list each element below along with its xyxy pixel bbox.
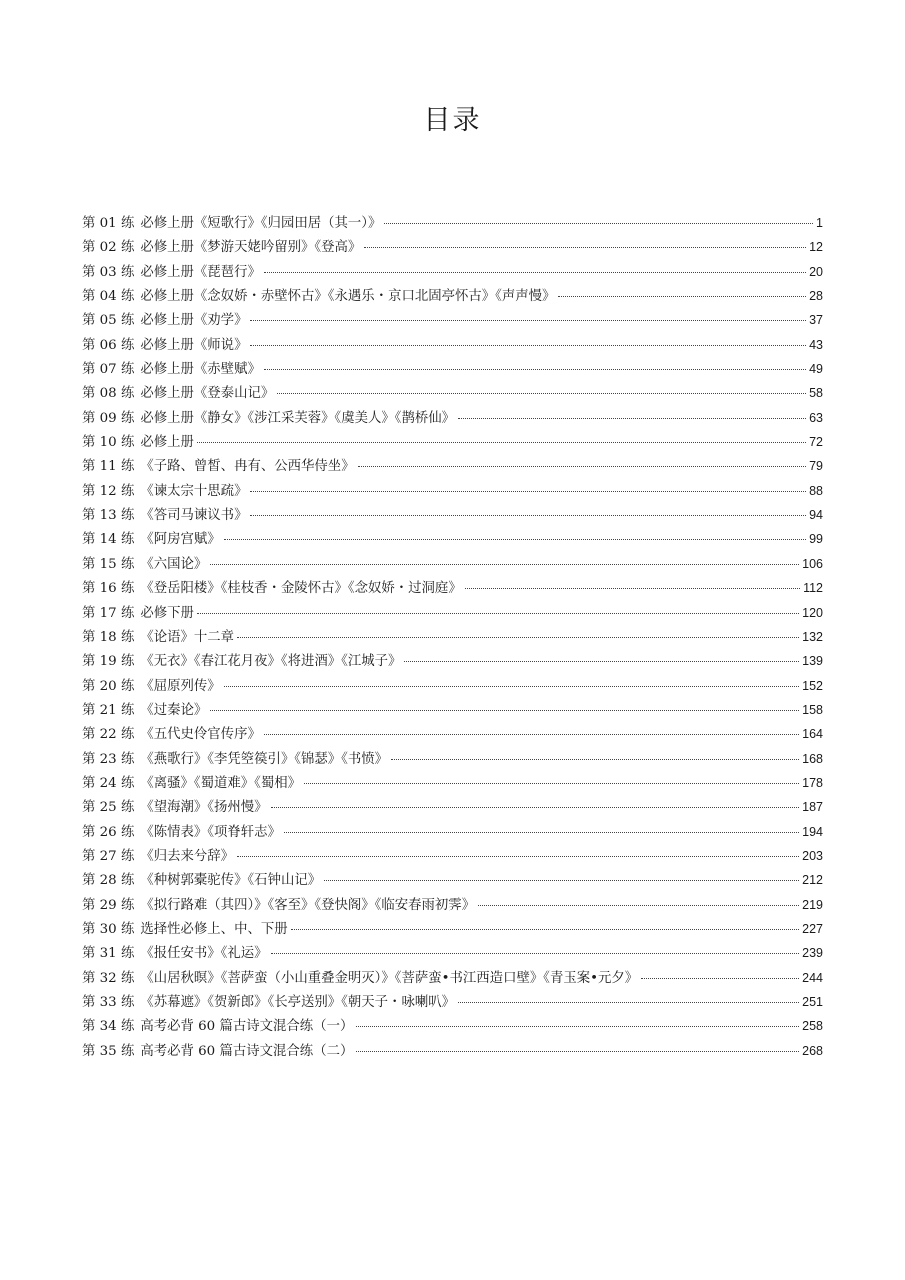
toc-entry-title: [82, 869, 321, 893]
toc-entry-page-number: 187: [802, 800, 823, 815]
toc-entry-number: 第 20 练: [82, 678, 135, 694]
toc-entry-page-number: 79: [809, 459, 823, 474]
toc-entry-page-number: 194: [802, 824, 823, 839]
toc-entry-title: [82, 1040, 353, 1064]
dot-leader: [384, 223, 813, 224]
toc-entry-page-number: 244: [802, 970, 823, 985]
toc-entry-title: [82, 212, 381, 236]
toc-entry[interactable]: [82, 211, 823, 235]
toc-entry-label: 《离骚》《蜀道难》《蜀相》: [140, 775, 302, 791]
toc-entry[interactable]: [82, 479, 823, 503]
toc-entry-label: 必修上册《短歌行》《归园田居（其一）》: [140, 216, 382, 231]
toc-entry-number: 第 03 练: [82, 264, 135, 280]
toc-entry-label: 必修上册《梦游天姥吟留别》《登高》: [140, 240, 362, 256]
toc-entry-page-number: 219: [802, 897, 823, 912]
toc-entry-page-number: 227: [802, 921, 823, 936]
toc-entry-page-number: 164: [802, 727, 823, 742]
toc-entry[interactable]: [82, 454, 823, 478]
toc-entry-number: 第 19 练: [82, 654, 135, 670]
dot-leader: [210, 564, 799, 565]
toc-entry[interactable]: [82, 844, 823, 868]
toc-entry-number: 第 01 练: [82, 216, 135, 231]
dot-leader: [478, 905, 799, 906]
toc-entry-label: 高考必背 60 篇古诗文混合练（一）: [140, 1019, 354, 1035]
toc-entry[interactable]: [82, 698, 823, 722]
toc-entry[interactable]: [82, 430, 823, 454]
dot-leader: [304, 783, 799, 784]
toc-entry-title: [82, 407, 455, 431]
toc-entry-title: [82, 748, 388, 772]
toc-entry-title: [82, 918, 288, 942]
toc-entry-number: 第 27 练: [82, 848, 135, 864]
toc-entry-page-number: 132: [802, 629, 823, 644]
dot-leader: [404, 661, 799, 662]
toc-entry-title: [82, 236, 361, 260]
toc-entry-label: 《答司马谏议书》: [140, 508, 248, 524]
toc-entry-page-number: 212: [802, 873, 823, 888]
toc-entry-title: [82, 285, 555, 309]
toc-entry-page-number: 20: [809, 264, 823, 279]
toc-entry[interactable]: [82, 893, 823, 917]
toc-entry-number: 第 16 练: [82, 581, 135, 597]
dot-leader: [364, 247, 806, 248]
toc-entry-page-number: 88: [809, 483, 823, 498]
dot-leader: [356, 1026, 799, 1027]
toc-entry-label: 《望海潮》《扬州慢》: [140, 800, 268, 816]
toc-entry-title: [82, 261, 261, 285]
toc-entry-label: 《阿房宫赋》: [140, 532, 221, 548]
toc-entry-page-number: 28: [809, 289, 823, 304]
toc-entry-page-number: 158: [802, 702, 823, 717]
toc-entry-number: 第 32 练: [82, 970, 135, 986]
toc-entry-title: [82, 699, 207, 723]
toc-entry-page-number: 1: [816, 216, 823, 230]
dot-leader: [458, 418, 806, 419]
toc-entry-number: 第 29 练: [82, 897, 135, 913]
dot-leader: [250, 515, 806, 516]
toc-entry[interactable]: [82, 1039, 823, 1063]
toc-entry-page-number: 239: [802, 946, 823, 961]
toc-entry-title: [82, 334, 247, 358]
toc-entry[interactable]: [82, 795, 823, 819]
dot-leader: [264, 272, 806, 273]
toc-entry-label: 《谏太宗十思疏》: [140, 483, 248, 499]
dot-leader: [224, 686, 799, 687]
toc-entry-title: [82, 455, 355, 479]
toc-entry-title: [82, 480, 247, 504]
toc-entry-number: 第 22 练: [82, 727, 135, 743]
toc-entry-page-number: 139: [802, 654, 823, 669]
toc-entry-label: 必修上册《劝学》: [140, 313, 248, 329]
toc-entry-page-number: 63: [809, 410, 823, 425]
toc-entry-title: [82, 431, 194, 455]
dot-leader: [264, 369, 806, 370]
toc-entry-label: 必修上册《登泰山记》: [140, 386, 275, 402]
toc-entry-title: [82, 894, 475, 918]
toc-entry-label: 《陈情表》《项脊轩志》: [140, 824, 281, 840]
toc-entry-number: 第 02 练: [82, 240, 135, 256]
dot-leader: [250, 345, 806, 346]
toc-entry-title: [82, 723, 261, 747]
toc-entry[interactable]: [82, 381, 823, 405]
toc-entry-page-number: 49: [809, 362, 823, 377]
toc-entry[interactable]: [82, 284, 823, 308]
toc-entry-label: 《过秦论》: [140, 702, 208, 718]
toc-entry[interactable]: [82, 406, 823, 430]
toc-entry-label: 《种树郭橐驼传》《石钟山记》: [140, 873, 322, 889]
toc-entry-number: 第 07 练: [82, 362, 135, 378]
dot-leader: [237, 856, 799, 857]
toc-entry-title: [82, 528, 221, 552]
dot-leader: [197, 613, 799, 614]
toc-entry-page-number: 178: [802, 775, 823, 790]
dot-leader: [250, 320, 806, 321]
toc-entry-page-number: 94: [809, 508, 823, 523]
toc-entry[interactable]: [82, 527, 823, 551]
toc-entry-number: 第 26 练: [82, 824, 135, 840]
toc-entry-number: 第 11 练: [82, 459, 135, 475]
toc-entry[interactable]: [82, 917, 823, 941]
table-of-contents: [82, 211, 823, 1063]
toc-entry-title: [82, 577, 462, 601]
toc-entry[interactable]: [82, 674, 823, 698]
toc-entry[interactable]: [82, 722, 823, 746]
toc-entry-page-number: 258: [802, 1019, 823, 1034]
toc-entry-number: 第 05 练: [82, 313, 135, 329]
toc-entry[interactable]: [82, 820, 823, 844]
toc-entry-label: 《五代史伶官传序》: [140, 727, 261, 743]
toc-entry[interactable]: [82, 771, 823, 795]
dot-leader: [465, 588, 800, 589]
toc-entry[interactable]: [82, 235, 823, 259]
toc-entry-page-number: 112: [803, 581, 823, 596]
toc-entry-number: 第 24 练: [82, 775, 135, 791]
toc-entry-page-number: 251: [802, 995, 823, 1009]
dot-leader: [271, 953, 800, 954]
toc-entry-title: [82, 796, 268, 820]
toc-entry-title: [82, 675, 221, 699]
toc-entry[interactable]: [82, 576, 823, 600]
toc-entry-number: 第 35 练: [82, 1043, 135, 1059]
page-title: 目录: [423, 105, 482, 136]
dot-leader: [237, 637, 799, 638]
toc-entry-title: [82, 821, 281, 845]
toc-entry[interactable]: [82, 333, 823, 357]
toc-entry-page-number: 120: [802, 605, 823, 620]
toc-entry-number: 第 25 练: [82, 800, 135, 816]
toc-entry-label: 《燕歌行》《李凭箜篌引》《锦瑟》《书愤》: [140, 751, 389, 767]
toc-entry-number: 第 18 练: [82, 629, 135, 645]
toc-entry-number: 第 06 练: [82, 337, 135, 353]
dot-leader: [271, 807, 800, 808]
toc-entry-title: [82, 602, 194, 626]
toc-entry[interactable]: [82, 941, 823, 965]
toc-entry-title: [82, 967, 638, 991]
toc-entry-label: 必修下册: [140, 605, 194, 621]
toc-entry-label: 必修上册《念奴娇・赤壁怀古》《永遇乐・京口北固亭怀古》《声声慢》: [140, 289, 556, 305]
dot-leader: [210, 710, 799, 711]
toc-entry[interactable]: [82, 747, 823, 771]
dot-leader: [277, 393, 806, 394]
toc-entry[interactable]: [82, 503, 823, 527]
dot-leader: [284, 832, 799, 833]
toc-entry-label: 《山居秋暝》《菩萨蛮（小山重叠金明灭）》《菩萨蛮•书江西造口壁》《青玉案•元夕》: [140, 970, 639, 986]
toc-entry-title: [82, 845, 234, 869]
toc-entry[interactable]: [82, 990, 823, 1014]
toc-entry[interactable]: [82, 308, 823, 332]
toc-entry-title: [82, 504, 247, 528]
toc-entry-label: 《苏幕遮》《贺新郎》《长亭送别》《朝天子・咏喇叭》: [140, 995, 456, 1010]
toc-entry[interactable]: [82, 1014, 823, 1038]
toc-entry-number: 第 31 练: [82, 946, 135, 962]
toc-entry[interactable]: [82, 357, 823, 381]
toc-entry-number: 第 30 练: [82, 921, 135, 937]
dot-leader: [291, 929, 800, 930]
toc-entry-title: [82, 650, 401, 674]
toc-entry-number: 第 15 练: [82, 556, 135, 572]
dot-leader: [641, 978, 799, 979]
dot-leader: [458, 1002, 799, 1003]
dot-leader: [558, 296, 806, 297]
toc-entry[interactable]: [82, 552, 823, 576]
toc-entry-number: 第 09 练: [82, 410, 135, 426]
toc-entry-number: 第 10 练: [82, 435, 135, 451]
toc-entry[interactable]: [82, 649, 823, 673]
toc-entry-label: 高考必背 60 篇古诗文混合练（二）: [140, 1043, 354, 1059]
toc-entry-label: 《拟行路难（其四）》《客至》《登快阁》《临安春雨初霁》: [140, 897, 476, 913]
toc-entry-number: 第 28 练: [82, 873, 135, 889]
toc-entry[interactable]: [82, 601, 823, 625]
toc-entry-label: 《无衣》《春江花月夜》《将进酒》《江城子》: [140, 654, 402, 670]
dot-leader: [324, 880, 799, 881]
toc-entry-title: [82, 358, 261, 382]
toc-entry-number: 第 14 练: [82, 532, 135, 548]
toc-entry[interactable]: [82, 625, 823, 649]
toc-entry-page-number: 106: [802, 556, 823, 571]
toc-entry-page-number: 43: [809, 337, 823, 352]
toc-entry-label: 《六国论》: [140, 556, 208, 572]
toc-entry-title: [82, 626, 234, 650]
toc-entry-page-number: 58: [809, 386, 823, 401]
toc-entry-label: 《登岳阳楼》《桂枝香・金陵怀古》《念奴娇・过洞庭》: [140, 581, 462, 597]
toc-entry-title: [82, 942, 268, 966]
toc-entry-number: 第 17 练: [82, 605, 135, 621]
toc-entry-title: [82, 1015, 353, 1039]
toc-entry-label: 必修上册《琵琶行》: [140, 264, 261, 280]
toc-entry-number: 第 21 练: [82, 702, 135, 718]
toc-entry-number: 第 34 练: [82, 1019, 135, 1035]
dot-leader: [250, 491, 806, 492]
toc-entry-title: [82, 772, 301, 796]
toc-entry-number: 第 04 练: [82, 289, 135, 305]
toc-entry[interactable]: [82, 260, 823, 284]
toc-entry-number: 第 33 练: [82, 995, 135, 1010]
toc-entry-number: 第 08 练: [82, 386, 135, 402]
toc-entry-label: 《子路、曾皙、冉有、公西华侍坐》: [140, 459, 355, 475]
toc-entry-page-number: 72: [809, 435, 823, 450]
toc-entry-label: 《屈原列传》: [140, 678, 221, 694]
dot-leader: [356, 1051, 799, 1052]
toc-entry-title: [82, 553, 207, 577]
toc-entry-page-number: 152: [802, 678, 823, 693]
toc-entry-label: 必修上册《师说》: [140, 337, 248, 353]
toc-entry-label: 《报任安书》《礼运》: [140, 946, 268, 962]
toc-entry-page-number: 99: [809, 532, 823, 547]
toc-entry-label: 选择性必修上、中、下册: [140, 921, 288, 937]
toc-entry-page-number: 268: [802, 1043, 823, 1058]
dot-leader: [224, 539, 806, 540]
dot-leader: [358, 466, 807, 467]
toc-entry-title: [82, 382, 274, 406]
toc-entry-page-number: 12: [809, 240, 823, 255]
toc-entry-number: 第 12 练: [82, 483, 135, 499]
dot-leader: [197, 442, 806, 443]
toc-entry-label: 《归去来兮辞》: [140, 848, 235, 864]
toc-entry[interactable]: [82, 868, 823, 892]
toc-entry-title: [82, 991, 455, 1015]
toc-entry-page-number: 37: [809, 313, 823, 328]
toc-entry-label: 《论语》十二章: [140, 629, 235, 645]
toc-entry-number: 第 13 练: [82, 508, 135, 524]
toc-entry-page-number: 168: [802, 751, 823, 766]
toc-entry-page-number: 203: [802, 848, 823, 863]
toc-entry-title: [82, 309, 247, 333]
toc-entry-number: 第 23 练: [82, 751, 135, 767]
dot-leader: [264, 734, 799, 735]
dot-leader: [391, 759, 799, 760]
toc-entry-label: 必修上册《静女》《涉江采芙蓉》《虞美人》《鹊桥仙》: [140, 410, 456, 426]
toc-entry-label: 必修上册: [140, 435, 194, 451]
toc-entry[interactable]: [82, 966, 823, 990]
toc-entry-label: 必修上册《赤壁赋》: [140, 362, 261, 378]
